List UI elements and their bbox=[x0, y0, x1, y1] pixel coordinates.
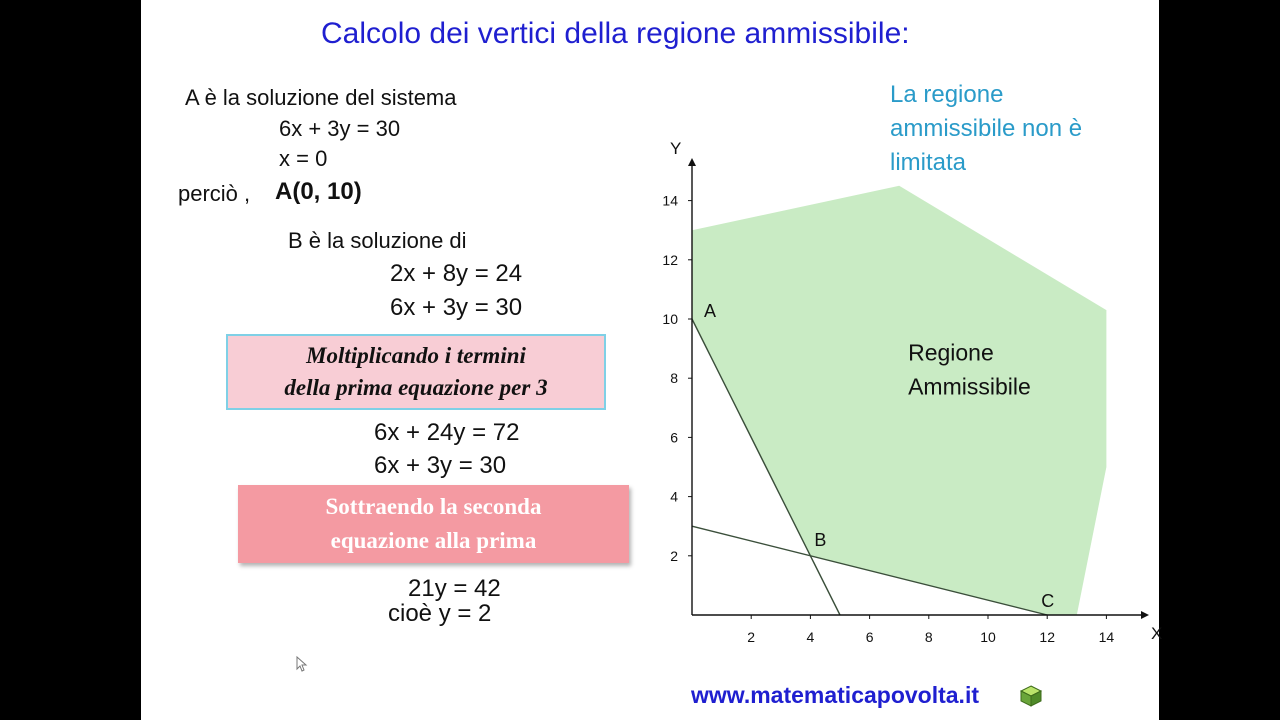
x-axis-arrow bbox=[1141, 611, 1149, 619]
y-axis-label: Y bbox=[670, 139, 682, 158]
a-equation-1: 6x + 3y = 30 bbox=[279, 116, 401, 141]
result-equation-2: cioè y = 2 bbox=[388, 600, 492, 627]
green-cube-icon bbox=[1019, 684, 1043, 708]
x-tick-label: 12 bbox=[1039, 629, 1055, 645]
a-intro: A è la soluzione del sistema bbox=[185, 85, 457, 110]
x-tick-label: 8 bbox=[924, 629, 933, 645]
result-equation-1: 21y = 42 bbox=[408, 575, 501, 602]
note-line-2: ammissibile non è bbox=[890, 115, 1083, 142]
vertex-label-a: A bbox=[704, 301, 717, 321]
b-equation-1: 2x + 8y = 24 bbox=[390, 260, 523, 287]
multiplied-equation-1: 6x + 24y = 72 bbox=[374, 419, 520, 446]
note-line-1: La regione bbox=[890, 81, 1004, 108]
multiply-note-line-1: Moltiplicando i termini bbox=[306, 343, 526, 368]
x-tick-label: 6 bbox=[865, 629, 874, 645]
multiply-note-line-2: della prima equazione per 3 bbox=[284, 375, 548, 400]
subtract-note-line-2: equazione alla prima bbox=[330, 528, 537, 553]
note-line-3: limitata bbox=[890, 149, 967, 176]
vertex-label-b: B bbox=[814, 529, 827, 550]
subtract-note-box bbox=[238, 485, 629, 563]
x-tick-label: 10 bbox=[980, 629, 996, 645]
y-tick-label: 8 bbox=[670, 370, 678, 387]
perc-label: perciò , bbox=[178, 181, 251, 206]
a-point: A(0, 10) bbox=[275, 178, 362, 205]
region-label-line-1: Regione bbox=[908, 339, 994, 366]
subtract-note-line-1: Sottraendo la seconda bbox=[325, 494, 542, 519]
x-axis-label: X bbox=[1151, 624, 1163, 643]
feasible-region bbox=[692, 186, 1106, 615]
feasible-region-chart bbox=[631, 130, 1163, 650]
y-tick-label: 6 bbox=[670, 429, 678, 446]
mouse-cursor-icon bbox=[296, 656, 308, 674]
y-tick-label: 10 bbox=[662, 311, 678, 327]
y-axis-arrow bbox=[688, 158, 696, 166]
slide bbox=[141, 0, 1163, 720]
x-tick-label: 14 bbox=[1098, 629, 1115, 645]
b-equation-2: 6x + 3y = 30 bbox=[390, 294, 523, 321]
x-tick-label: 2 bbox=[747, 629, 756, 645]
b-intro: B è la soluzione di bbox=[288, 228, 467, 253]
website-link[interactable]: www.matematicapovolta.it bbox=[691, 682, 979, 708]
region-label-line-2: Ammissibile bbox=[908, 373, 1031, 400]
y-tick-label: 2 bbox=[670, 547, 678, 564]
slide-title: Calcolo dei vertici della regione ammissibile: bbox=[321, 17, 910, 50]
multiply-note-box bbox=[226, 334, 606, 410]
vertex-label-c: C bbox=[1041, 591, 1055, 611]
y-tick-label: 14 bbox=[662, 192, 678, 209]
y-tick-label: 12 bbox=[662, 251, 678, 268]
y-tick-label: 4 bbox=[670, 488, 678, 505]
a-equation-2: x = 0 bbox=[279, 146, 328, 171]
x-tick-label: 4 bbox=[806, 629, 815, 645]
multiplied-equation-2: 6x + 3y = 30 bbox=[374, 452, 507, 479]
